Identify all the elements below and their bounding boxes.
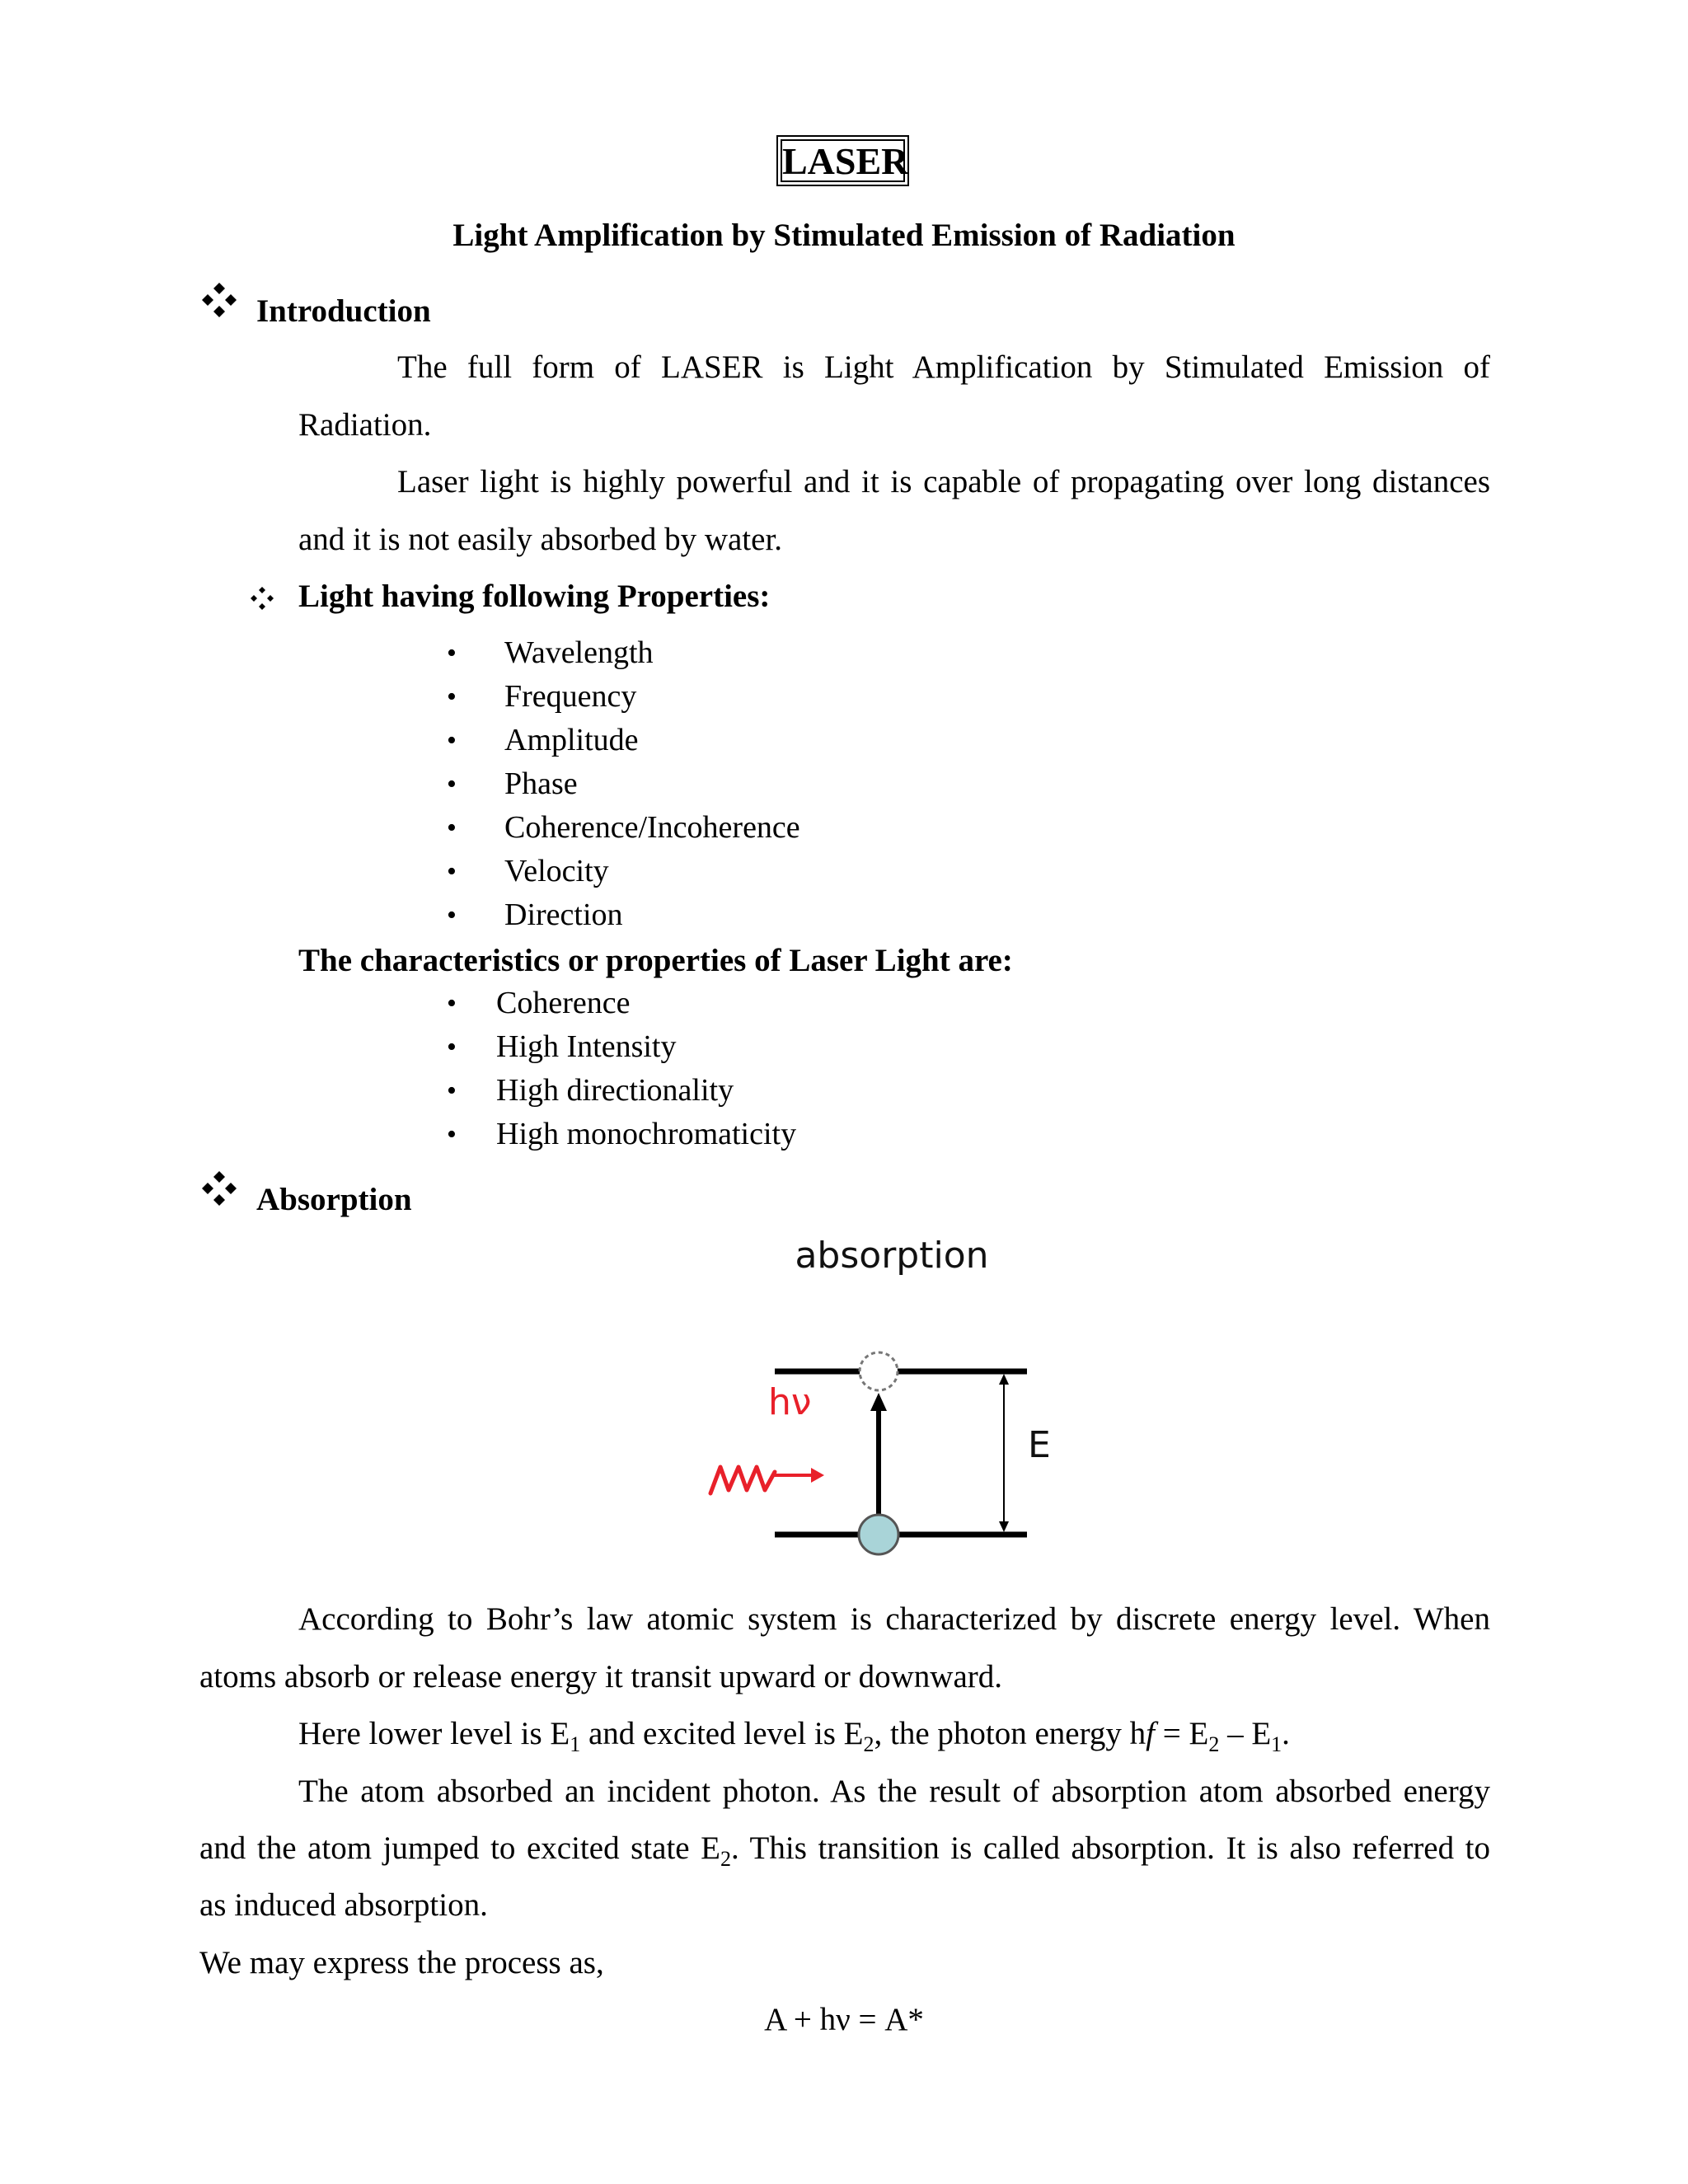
photon-energy-label: hν	[768, 1381, 812, 1423]
diamond-bullet-icon	[201, 1170, 237, 1207]
properties-heading: Light having following Properties:	[298, 579, 771, 614]
diagram-title: absorption	[795, 1235, 989, 1277]
diamond-bullet-icon	[201, 282, 237, 318]
page-title: LASER	[782, 140, 909, 182]
list-item: • Direction	[447, 898, 623, 932]
photon-wave-icon	[710, 1467, 775, 1493]
energy-gap-arrowhead-bottom	[999, 1521, 1009, 1532]
list-item: • High directionality	[447, 1073, 734, 1108]
list-item: • High Intensity	[447, 1029, 677, 1064]
list-item-text: Coherence/Incoherence	[504, 810, 800, 845]
absorption-paragraph-3-line-3: as induced absorption.	[199, 1887, 488, 1923]
characteristics-heading: The characteristics or properties of Laser Light are:	[298, 943, 1013, 978]
list-item: • Phase	[447, 766, 578, 801]
list-item-text: High monochromaticity	[496, 1117, 797, 1151]
list-item: • Coherence	[447, 986, 631, 1020]
absorption-paragraph-2: Here lower level is $E_1$ and excited level is $E_2$, the photon energy hf = $E_2 - E_1$.	[298, 1716, 1290, 1756]
intro-paragraph-2-line-2: and it is not easily absorbed by water.	[298, 522, 783, 557]
energy-gap-arrowhead-top	[999, 1374, 1009, 1385]
small-diamond-bullet-icon	[249, 585, 275, 612]
list-item: • Coherence/Incoherence	[447, 810, 800, 845]
list-item-text: Coherence	[496, 986, 631, 1020]
list-item-text: Phase	[504, 766, 578, 801]
list-item-text: Amplitude	[504, 723, 639, 757]
list-item-text: Frequency	[504, 679, 637, 714]
list-item-text: Velocity	[504, 854, 609, 888]
list-item: • Frequency	[447, 679, 637, 714]
ground-atom	[859, 1515, 898, 1554]
list-item: • High monochromaticity	[447, 1117, 797, 1151]
list-item-text: High directionality	[496, 1073, 734, 1108]
list-item: • Velocity	[447, 854, 609, 888]
absorption-equation: A + hν = A*	[764, 2002, 924, 2037]
intro-paragraph-2-line-1: Laser light is highly powerful and it is capable of propagating over long distances	[397, 464, 1490, 499]
list-item-text: Wavelength	[504, 635, 654, 670]
absorption-paragraph-1-line-1: According to Bohr’s law atomic system is characterized by discrete energy level. When	[298, 1601, 1490, 1637]
list-item-text: Direction	[504, 898, 623, 932]
list-item: • Wavelength	[447, 635, 654, 670]
energy-label: E	[1028, 1424, 1051, 1466]
absorption-diagram	[692, 1228, 1104, 1558]
absorption-paragraph-3-line-1: The atom absorbed an incident photon. As the result of absorption atom absorbed energy	[298, 1774, 1490, 1809]
absorption-paragraph-1-line-2: atoms absorb or release energy it transit upward or downward.	[199, 1659, 1002, 1694]
intro-paragraph-1-line-2: Radiation.	[298, 407, 432, 443]
list-item: • Amplitude	[447, 723, 639, 757]
excited-atom-outline	[860, 1352, 898, 1390]
title-box	[776, 135, 909, 186]
photon-arrowhead	[811, 1468, 824, 1483]
absorption-paragraph-4: We may express the process as,	[199, 1945, 604, 1980]
introduction-heading: Introduction	[256, 293, 431, 329]
absorption-paragraph-3-line-2: and the atom jumped to excited state $E_2$. This transition is called absorption. It is also referred to	[199, 1830, 1490, 1871]
list-item-text: High Intensity	[496, 1029, 677, 1064]
absorption-heading: Absorption	[256, 1182, 412, 1217]
page-subtitle: Light Amplification by Stimulated Emission of Radiation	[452, 218, 1236, 253]
intro-paragraph-1-line-1: The full form of LASER is Light Amplification by Stimulated Emission of	[397, 349, 1490, 385]
transition-arrowhead	[870, 1393, 887, 1411]
